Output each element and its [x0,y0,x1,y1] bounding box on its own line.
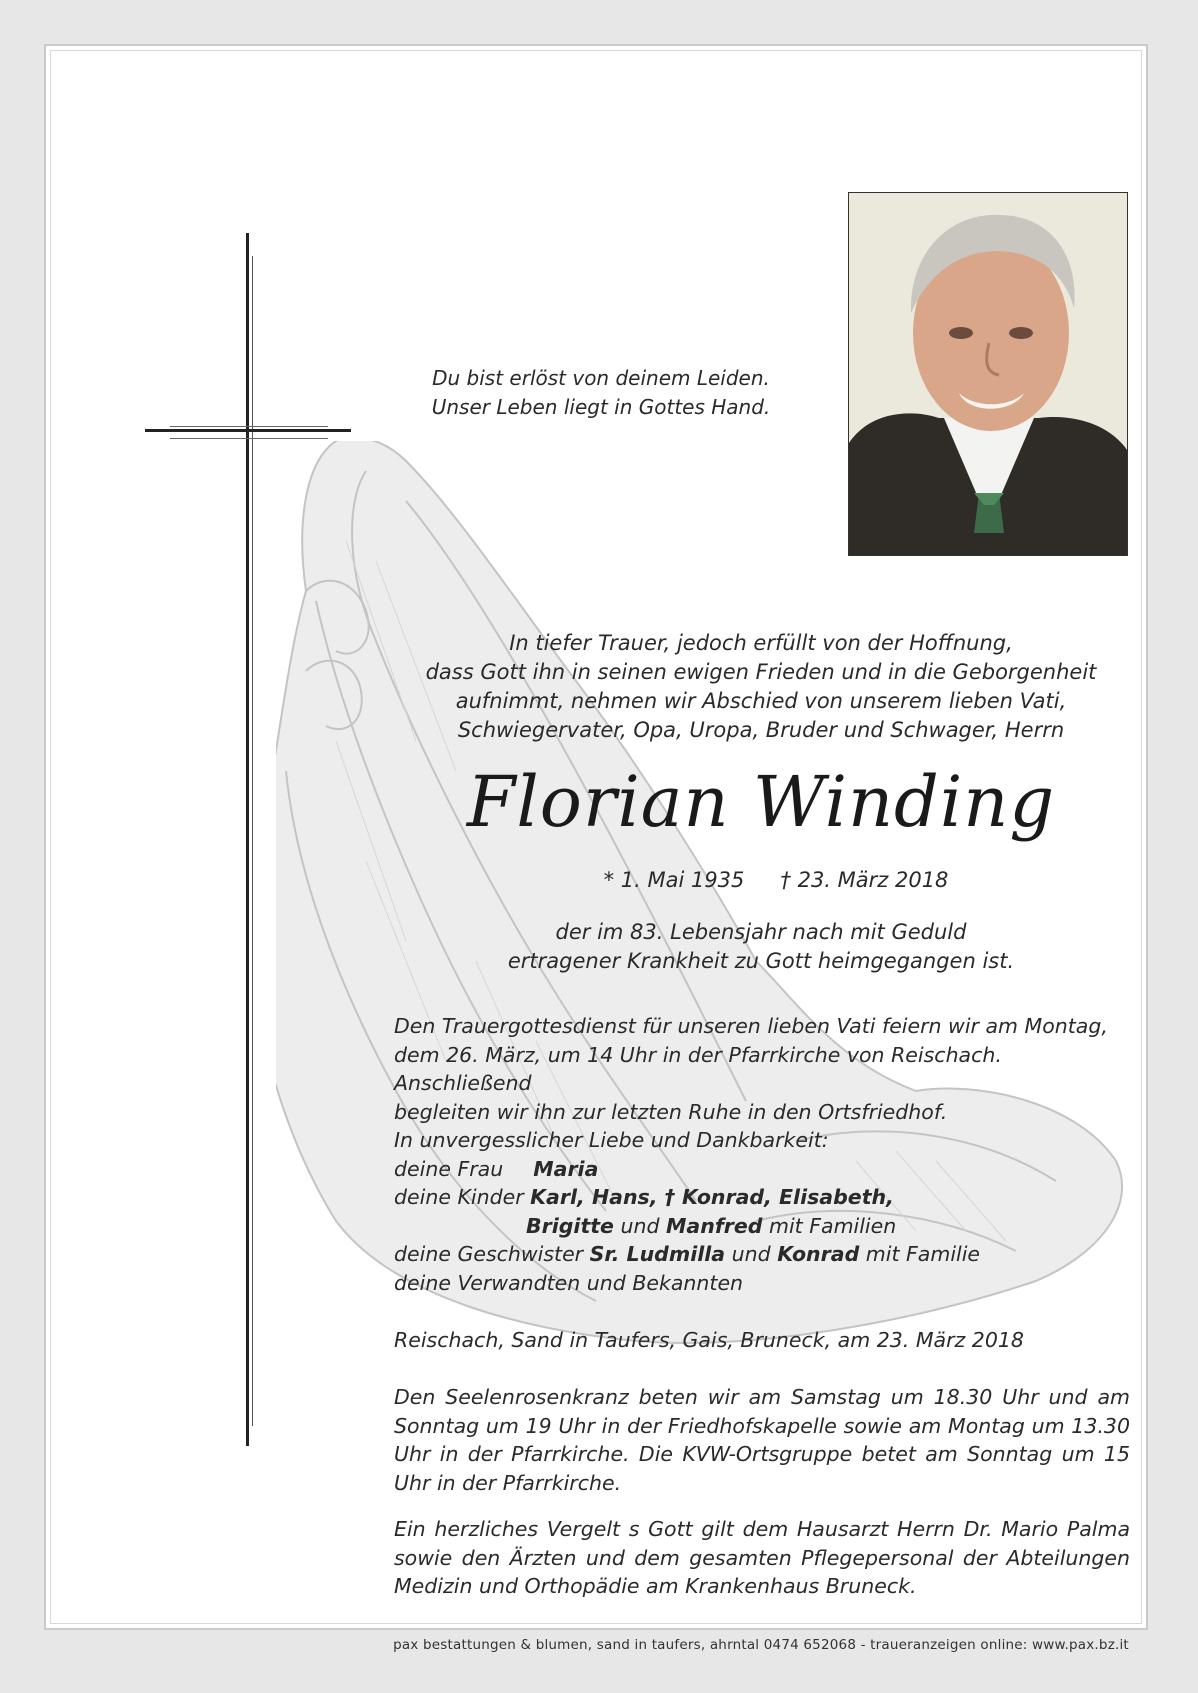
siblings-suffix: mit Familie [865,1242,981,1266]
sibling-name-2: Konrad [777,1242,860,1266]
quote-line-2: Unser Leben liegt in Gottes Hand. [431,395,771,419]
thanks-paragraph: Ein herzliches Vergelt s Gott gilt dem Hausarzt Herrn Dr. Mario Palma sowie den Ärzten und dem gesamten Pflegepersonal der Abteilungen Medizin und Orthopädie am Krankenhaus Bruneck. [394,1517,1130,1598]
cross-horizontal-beam [145,429,351,432]
intro-paragraph [376,629,1146,745]
quote-line-1: Du bist erlöst von deinem Leiden. [432,366,770,390]
intro-line-2: dass Gott ihn in seinen ewigen Frieden und in die Geborgenheit [425,660,1097,684]
service-line-2: dem 26. März, um 14 Uhr in der Pfarrkirche von Reischach. Anschließend [394,1042,1002,1095]
cross-vertical-beam [246,233,249,1446]
wife-label: deine Frau [394,1156,504,1181]
quote-text [376,364,826,422]
children-and: und [620,1213,660,1238]
family-children-row [394,1183,1130,1212]
children-label: deine Kinder [394,1185,524,1209]
portrait-image [849,193,1128,556]
cross-horizontal-line-bottom [170,438,328,439]
life-dates [576,868,976,892]
intro-line-1: In tiefer Trauer, jedoch erfüllt von der Hoffnung, [509,631,1013,655]
age-line-2: ertragener Krankheit zu Gott heimgegangen ist. [507,949,1015,973]
family-siblings-row [394,1240,1130,1269]
child-name-manfred: Manfred [666,1213,763,1238]
deceased-name: Florian Winding [466,761,1056,843]
siblings-and: und [731,1242,771,1266]
family-relatives-row: deine Verwandten und Bekannten [394,1270,744,1295]
service-announcement [394,1012,1130,1126]
place-and-date: Reischach, Sand in Taufers, Gais, Bruneck, am 23. März 2018 [394,1328,1024,1352]
family-list [394,1126,1130,1297]
child-name-brigitte: Brigitte [526,1213,614,1238]
age-statement [376,918,1146,976]
children-names: Karl, Hans, † Konrad, Elisabeth, [530,1185,894,1209]
rosary-announcement: Den Seelenrosenkranz beten wir am Samstag um 18.30 Uhr und am Sonntag um 19 Uhr in der Friedhofskapelle sowie am Montag um 13.30 Uhr in der Pfarrkirche. Die KVW-Ortsgruppe betet am Sonntag um 15 Uhr in der Pfarrkirche. [394,1385,1130,1495]
death-date: † 23. März 2018 [780,868,949,892]
family-children-row-2 [394,1212,1130,1241]
praying-hands-illustration [276,441,1146,1521]
obituary-sheet [44,44,1148,1653]
family-heading: In unvergesslicher Liebe und Dankbarkeit: [394,1128,829,1152]
birth-date: * 1. Mai 1935 [603,868,745,892]
intro-line-4: Schwiegervater, Opa, Uropa, Bruder und Schwager, Herrn [457,718,1065,742]
service-line-1: Den Trauergottesdienst für unseren lieben Vati feiern wir am Montag, [394,1014,1108,1038]
sibling-name-1: Sr. Ludmilla [589,1242,726,1266]
cross-horizontal-line-top [170,426,328,427]
portrait-photo [848,192,1128,556]
wife-name: Maria [533,1156,599,1181]
family-wife-row [394,1155,1130,1184]
intro-line-3: aufnimmt, nehmen wir Abschied von unserem lieben Vati, [455,689,1067,713]
age-line-1: der im 83. Lebensjahr nach mit Geduld [555,920,967,944]
siblings-label: deine Geschwister [394,1242,584,1266]
children-suffix: mit Familien [769,1213,897,1238]
service-line-3: begleiten wir ihn zur letzten Ruhe in den Ortsfriedhof. [394,1099,948,1124]
funeral-home-footer: pax bestattungen & blumen, sand in taufers, ahrntal 0474 652068 - traueranzeigen online: www.pax.bz.it [393,1637,1129,1653]
